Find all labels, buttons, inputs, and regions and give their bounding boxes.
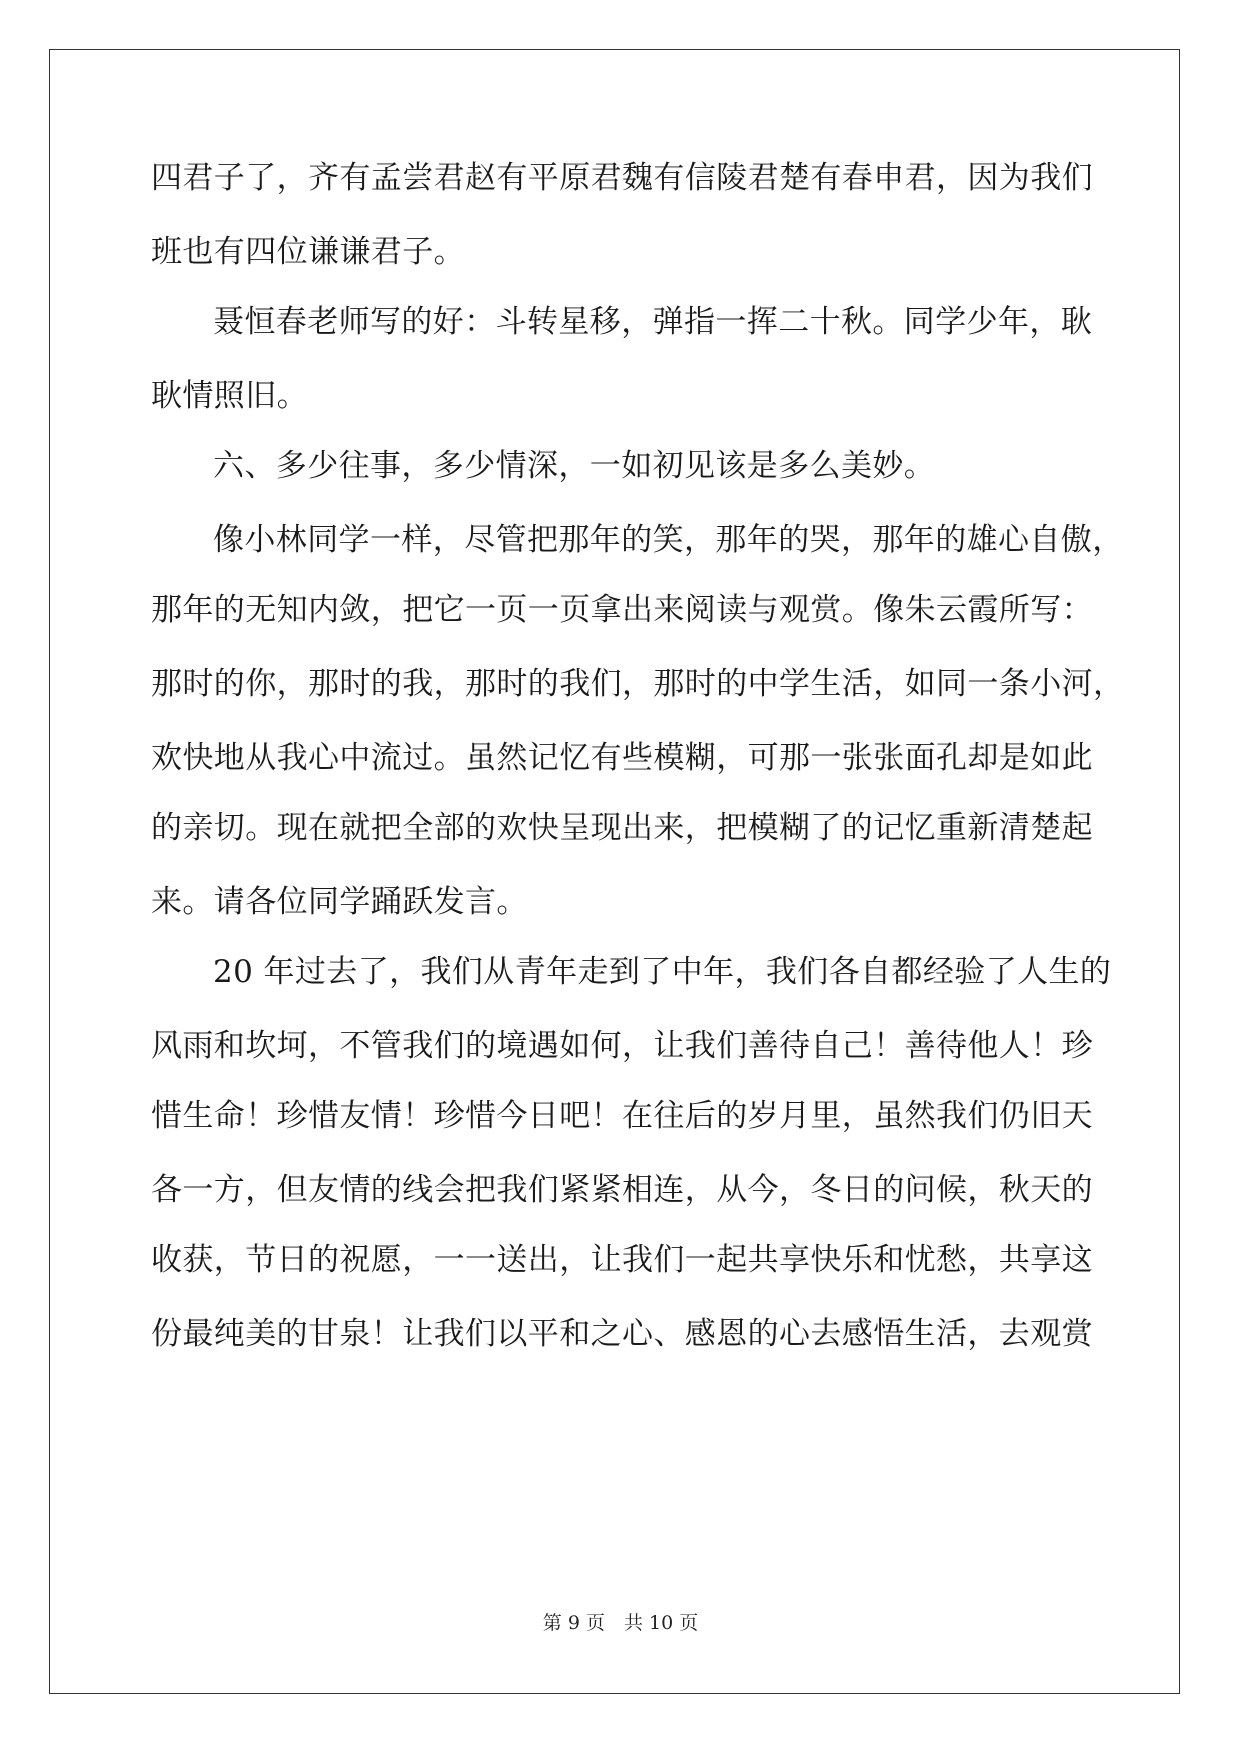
text-line: 班也有四位谦谦君子。 xyxy=(151,234,465,270)
page-border xyxy=(49,49,1180,1694)
text-line: 四君子了，齐有孟尝君赵有平原君魏有信陵君楚有春申君，因为我们 xyxy=(151,160,1093,196)
text-line: 的亲切。现在就把全部的欢快呈现出来，把模糊了的记忆重新清楚起 xyxy=(151,810,1093,846)
text-line: 耿情照旧。 xyxy=(151,378,308,414)
text-line: 那时的你，那时的我，那时的我们，那时的中学生活，如同一条小河， xyxy=(151,666,1125,702)
text-line: 欢快地从我心中流过。虽然记忆有些模糊，可那一张张面孔却是如此 xyxy=(151,740,1093,776)
text-line: 各一方，但友情的线会把我们紧紧相连，从今，冬日的问候，秋天的 xyxy=(151,1172,1093,1208)
text-line: 来。请各位同学踊跃发言。 xyxy=(151,884,528,920)
text-line: 那年的无知内敛，把它一页一页拿出来阅读与观赏。像朱云霞所写： xyxy=(151,592,1093,628)
text-line: 惜生命！珍惜友情！珍惜今日吧！在往后的岁月里，虽然我们仍旧天 xyxy=(151,1098,1093,1134)
paragraph-first-line: 像小林同学一样，尽管把那年的笑，那年的哭，那年的雄心自傲， xyxy=(213,522,1124,558)
paragraph-first-line: 聂恒春老师写的好：斗转星移，弹指一挥二十秋。同学少年，耿 xyxy=(213,304,1093,340)
text-line: 收获，节日的祝愿，一一送出，让我们一起共享快乐和忧愁，共享这 xyxy=(151,1242,1093,1278)
page-number: 第 9 页 共 10 页 xyxy=(542,1612,699,1634)
paragraph-first-line: 六、多少往事，多少情深，一如初见该是多么美妙。 xyxy=(213,448,936,484)
text-line: 份最纯美的甘泉！让我们以平和之心、感恩的心去感悟生活，去观赏 xyxy=(151,1316,1093,1352)
paragraph-first-line: 20 年过去了，我们从青年走到了中年，我们各自都经验了人生的 xyxy=(213,954,1112,990)
text-line: 风雨和坎坷，不管我们的境遇如何，让我们善待自己！善待他人！珍 xyxy=(151,1028,1093,1064)
